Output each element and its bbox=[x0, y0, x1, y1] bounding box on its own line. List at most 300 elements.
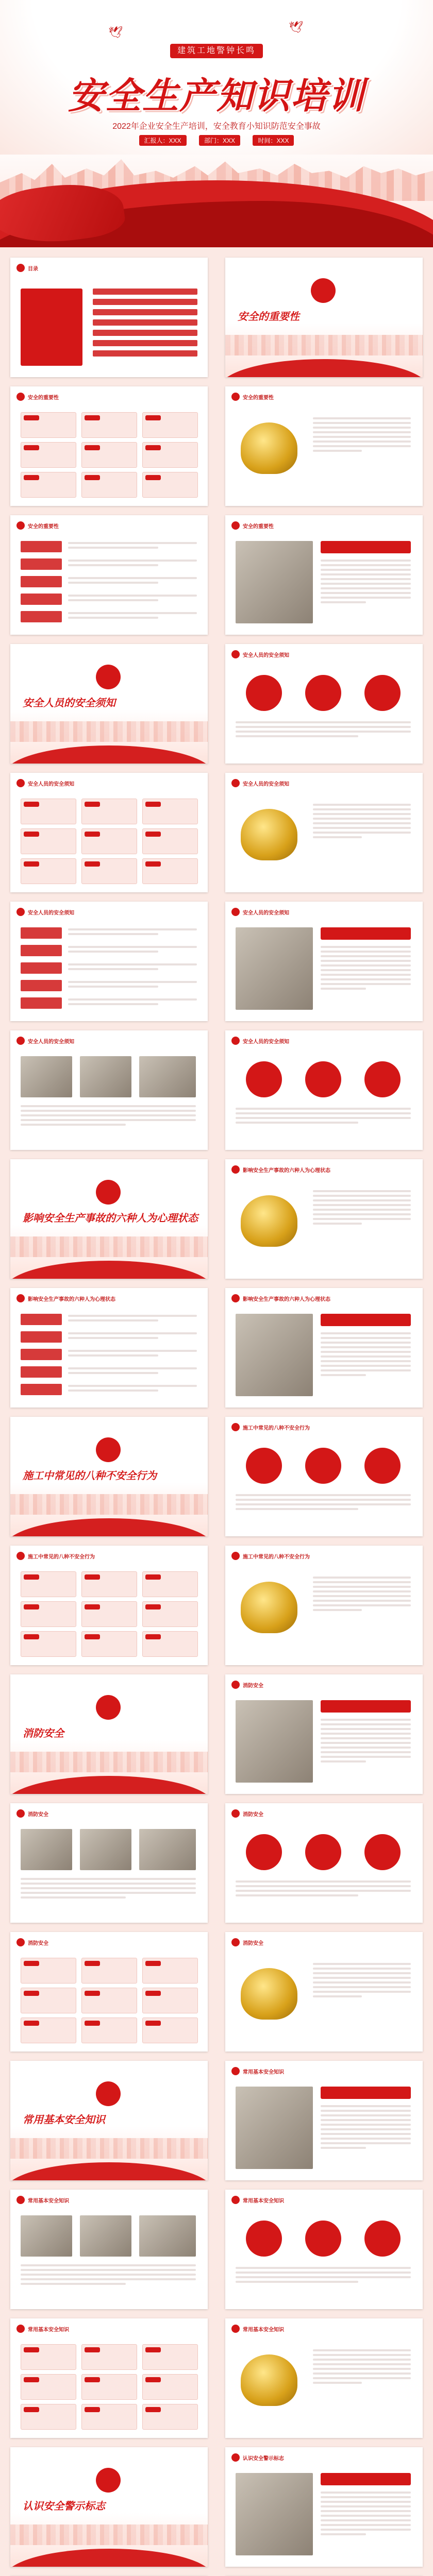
section-number-badge bbox=[96, 2468, 121, 2493]
slide-header bbox=[231, 908, 289, 916]
slide-header bbox=[231, 779, 289, 787]
card-tag bbox=[145, 2347, 161, 2352]
slide-number-badge bbox=[231, 1809, 240, 1818]
section-title: 影响安全生产事故的六种人为心理状态 bbox=[23, 1212, 198, 1224]
section-ribbon bbox=[10, 1518, 208, 1536]
card-tag bbox=[85, 415, 100, 420]
red-circle bbox=[246, 675, 282, 711]
slide-number-badge bbox=[16, 1552, 25, 1560]
slide-header bbox=[16, 1037, 74, 1045]
slide-number-badge bbox=[16, 1037, 25, 1045]
red-circle bbox=[305, 675, 341, 711]
slide-number-badge bbox=[231, 1681, 240, 1689]
slide-header bbox=[16, 2196, 69, 2204]
slide-header bbox=[231, 521, 274, 530]
slide-header bbox=[16, 908, 74, 916]
slide-s5 bbox=[10, 515, 208, 635]
slide-heading: 消防安全 bbox=[243, 1683, 263, 1689]
card-tag bbox=[85, 802, 100, 807]
dove-icon: 🕊 bbox=[108, 26, 123, 39]
slide-s22 bbox=[225, 1546, 423, 1665]
slide-number-badge bbox=[231, 1552, 240, 1560]
toc-item-bar bbox=[93, 350, 197, 357]
slide-s13 bbox=[10, 1030, 208, 1150]
slide-heading: 消防安全 bbox=[28, 1940, 48, 1946]
slide-heading: 常用基本安全知识 bbox=[28, 2327, 69, 2333]
slide-s35 bbox=[10, 2447, 208, 2567]
slide-heading: 安全的重要性 bbox=[28, 395, 59, 401]
label-bar bbox=[21, 611, 62, 622]
card-tag bbox=[85, 445, 100, 450]
slide-number-badge bbox=[231, 779, 240, 787]
card-tag bbox=[85, 1604, 100, 1609]
photo bbox=[139, 2215, 196, 2257]
label-bar bbox=[21, 558, 62, 570]
text-lines bbox=[321, 2492, 411, 2538]
section-number-badge bbox=[96, 1695, 121, 1720]
photo bbox=[236, 927, 313, 1010]
label-bar bbox=[21, 997, 62, 1009]
card-tag bbox=[145, 1991, 161, 1996]
slide-heading: 安全人员的安全须知 bbox=[28, 781, 74, 787]
label-bar bbox=[21, 1314, 62, 1325]
text-lines bbox=[313, 1577, 411, 1614]
cover-slide bbox=[0, 0, 433, 247]
card-tag bbox=[85, 2407, 100, 2412]
slide-header bbox=[231, 650, 289, 658]
card-tag bbox=[85, 1991, 100, 1996]
slide-header bbox=[231, 1294, 330, 1302]
text-lines bbox=[21, 1105, 196, 1128]
slide-number-badge bbox=[16, 264, 25, 272]
safety-helmet-icon bbox=[241, 1195, 297, 1247]
safety-helmet-icon bbox=[241, 2354, 297, 2406]
section-number-badge bbox=[96, 1437, 121, 1462]
section-ribbon bbox=[10, 1776, 208, 1794]
slide-heading: 施工中常见的八种不安全行为 bbox=[28, 1554, 95, 1560]
heading-bar bbox=[321, 541, 411, 553]
card-tag bbox=[24, 832, 39, 837]
toc-item-bar bbox=[93, 319, 197, 326]
safety-helmet-icon bbox=[241, 422, 297, 474]
photo bbox=[236, 1314, 313, 1396]
text-lines bbox=[68, 928, 197, 938]
slide-number-badge bbox=[231, 393, 240, 401]
slide-s24 bbox=[225, 1674, 423, 1794]
card-tag bbox=[85, 2347, 100, 2352]
slide-s25 bbox=[10, 1803, 208, 1923]
red-circle bbox=[305, 1448, 341, 1484]
slide-heading: 安全的重要性 bbox=[243, 395, 274, 401]
section-skyline bbox=[10, 2138, 208, 2159]
card-tag bbox=[24, 475, 39, 480]
text-lines bbox=[236, 1880, 411, 1899]
text-lines bbox=[321, 560, 411, 606]
label-bar bbox=[21, 1384, 62, 1395]
slide-header bbox=[231, 1938, 263, 1946]
slide-s32 bbox=[225, 2190, 423, 2309]
slide-heading: 影响安全生产事故的六种人为心理状态 bbox=[243, 1167, 330, 1174]
section-skyline bbox=[10, 2524, 208, 2545]
slide-number-badge bbox=[16, 2196, 25, 2204]
slide-heading: 消防安全 bbox=[243, 1940, 263, 1946]
section-ribbon bbox=[10, 2162, 208, 2180]
slide-heading: 消防安全 bbox=[28, 1811, 48, 1818]
text-lines bbox=[68, 542, 197, 551]
label-bar bbox=[21, 927, 62, 939]
text-lines bbox=[68, 560, 197, 569]
section-title: 安全的重要性 bbox=[238, 310, 299, 323]
slide-header bbox=[231, 2325, 284, 2333]
text-lines bbox=[68, 1350, 197, 1359]
card-tag bbox=[145, 1961, 161, 1966]
slide-number-badge bbox=[231, 1037, 240, 1045]
slide-heading: 施工中常见的八种不安全行为 bbox=[243, 1554, 310, 1560]
label-bar bbox=[21, 1366, 62, 1378]
card-tag bbox=[24, 2407, 39, 2412]
slide-header bbox=[16, 779, 74, 787]
text-lines bbox=[313, 2349, 411, 2386]
department-badge: 部门：XXX bbox=[199, 135, 240, 146]
slide-number-badge bbox=[16, 521, 25, 530]
cover-meta bbox=[0, 135, 433, 146]
slide-s16 bbox=[225, 1159, 423, 1279]
date-badge: 时间：XXX bbox=[253, 135, 294, 146]
slide-s17 bbox=[10, 1288, 208, 1408]
card-tag bbox=[145, 832, 161, 837]
label-bar bbox=[21, 945, 62, 956]
slide-header bbox=[231, 1423, 310, 1431]
text-lines bbox=[313, 1963, 411, 2000]
red-circle bbox=[305, 1061, 341, 1097]
label-bar bbox=[21, 594, 62, 605]
slide-header bbox=[231, 1552, 310, 1560]
slide-header bbox=[16, 1938, 48, 1946]
photo bbox=[236, 2473, 313, 2555]
presenter-badge: 汇报人：XXX bbox=[139, 135, 187, 146]
text-lines bbox=[68, 1385, 197, 1394]
card-tag bbox=[85, 2377, 100, 2382]
text-lines bbox=[321, 2105, 411, 2151]
card-tag bbox=[85, 861, 100, 867]
cover-title: 安全生产知识培训 bbox=[68, 74, 365, 117]
text-lines bbox=[21, 1878, 196, 1901]
card-tag bbox=[145, 861, 161, 867]
slide-number-badge bbox=[16, 779, 25, 787]
heading-bar bbox=[321, 2087, 411, 2099]
label-bar bbox=[21, 1349, 62, 1360]
toc-item-bar bbox=[93, 289, 197, 295]
card-tag bbox=[145, 2021, 161, 2026]
slide-header bbox=[16, 264, 38, 272]
slide-s12 bbox=[225, 902, 423, 1021]
photo bbox=[80, 1056, 131, 1097]
cover-subtitle: 2022年企业安全生产培训，安全教育小知识防范安全事故 bbox=[112, 122, 321, 131]
slide-s18 bbox=[225, 1288, 423, 1408]
text-lines bbox=[68, 612, 197, 621]
slide-s21 bbox=[10, 1546, 208, 1665]
slide-s7 bbox=[10, 644, 208, 764]
slide-s8 bbox=[225, 644, 423, 764]
text-lines bbox=[313, 417, 411, 454]
slide-number-badge bbox=[16, 1809, 25, 1818]
red-circle bbox=[305, 1834, 341, 1870]
slide-number-badge bbox=[231, 2067, 240, 2075]
slide-s27 bbox=[10, 1932, 208, 2052]
card-tag bbox=[85, 475, 100, 480]
slide-heading: 常用基本安全知识 bbox=[243, 2327, 284, 2333]
slide-heading: 安全的重要性 bbox=[243, 523, 274, 530]
label-bar bbox=[21, 576, 62, 587]
text-lines bbox=[313, 1190, 411, 1227]
card-tag bbox=[24, 861, 39, 867]
card-tag bbox=[24, 415, 39, 420]
heading-bar bbox=[321, 2473, 411, 2485]
heading-bar bbox=[321, 927, 411, 940]
section-title: 消防安全 bbox=[23, 1727, 64, 1739]
card-tag bbox=[145, 1604, 161, 1609]
slide-header bbox=[16, 521, 59, 530]
slide-s15 bbox=[10, 1159, 208, 1279]
toc-item-bar bbox=[93, 309, 197, 315]
red-circle bbox=[364, 675, 401, 711]
slide-header bbox=[16, 1294, 115, 1302]
slide-header bbox=[231, 1681, 263, 1689]
slide-s9 bbox=[10, 773, 208, 892]
card-tag bbox=[145, 1574, 161, 1580]
slide-header bbox=[231, 1037, 289, 1045]
text-lines bbox=[68, 1315, 197, 1324]
slide-s4 bbox=[225, 386, 423, 506]
slide-heading: 安全人员的安全须知 bbox=[243, 1039, 289, 1045]
card-tag bbox=[24, 1991, 39, 1996]
slide-heading: 安全人员的安全须知 bbox=[243, 781, 289, 787]
text-lines bbox=[68, 946, 197, 955]
text-lines bbox=[68, 963, 197, 973]
text-lines bbox=[321, 1332, 411, 1379]
card-tag bbox=[24, 2377, 39, 2382]
text-lines bbox=[321, 946, 411, 992]
slide-s28 bbox=[225, 1932, 423, 2052]
slide-heading: 影响安全生产事故的六种人为心理状态 bbox=[243, 1296, 330, 1302]
slide-number-badge bbox=[231, 2453, 240, 2462]
slide-number-badge bbox=[16, 393, 25, 401]
slide-heading: 常用基本安全知识 bbox=[28, 2198, 69, 2204]
slide-header bbox=[231, 2453, 284, 2462]
section-title: 认识安全警示标志 bbox=[23, 2500, 105, 2512]
slide-s1 bbox=[10, 258, 208, 377]
photo bbox=[236, 541, 313, 623]
slide-s33 bbox=[10, 2318, 208, 2438]
section-number-badge bbox=[96, 2081, 121, 2106]
card-tag bbox=[145, 2377, 161, 2382]
slide-s29 bbox=[10, 2061, 208, 2180]
photo bbox=[21, 1829, 72, 1870]
slide-heading: 安全人员的安全须知 bbox=[243, 910, 289, 916]
safety-helmet-icon bbox=[241, 809, 297, 860]
slide-heading: 目录 bbox=[28, 266, 38, 272]
slide-number-badge bbox=[231, 2196, 240, 2204]
dove-icon: 🕊 bbox=[289, 21, 303, 33]
card-tag bbox=[145, 475, 161, 480]
slide-number-badge bbox=[231, 1423, 240, 1431]
red-circle bbox=[246, 1061, 282, 1097]
card-tag bbox=[85, 1961, 100, 1966]
red-circle bbox=[305, 2221, 341, 2257]
photo bbox=[80, 2215, 131, 2257]
text-lines bbox=[68, 1367, 197, 1377]
text-lines bbox=[313, 804, 411, 841]
card-tag bbox=[145, 2407, 161, 2412]
label-bar bbox=[21, 980, 62, 991]
slide-s30 bbox=[225, 2061, 423, 2180]
card-tag bbox=[85, 1634, 100, 1639]
card-tag bbox=[145, 445, 161, 450]
slide-heading: 安全的重要性 bbox=[28, 523, 59, 530]
card-tag bbox=[24, 802, 39, 807]
card-tag bbox=[145, 802, 161, 807]
photo bbox=[21, 2215, 72, 2257]
text-lines bbox=[68, 981, 197, 990]
red-circle bbox=[246, 2221, 282, 2257]
section-skyline bbox=[10, 1236, 208, 1257]
text-lines bbox=[236, 2267, 411, 2285]
slide-header bbox=[231, 2067, 284, 2075]
slide-header bbox=[231, 1809, 263, 1818]
card-tag bbox=[24, 1961, 39, 1966]
label-bar bbox=[21, 962, 62, 974]
section-number-badge bbox=[96, 665, 121, 689]
section-skyline bbox=[10, 1752, 208, 1772]
card-tag bbox=[145, 1634, 161, 1639]
safety-helmet-icon bbox=[241, 1968, 297, 2020]
red-circle bbox=[246, 1834, 282, 1870]
slide-heading: 安全人员的安全须知 bbox=[28, 1039, 74, 1045]
slide-number-badge bbox=[16, 1294, 25, 1302]
text-lines bbox=[68, 595, 197, 604]
section-title: 施工中常见的八种不安全行为 bbox=[23, 1469, 157, 1482]
toc-panel bbox=[21, 289, 82, 366]
slide-number-badge bbox=[231, 1938, 240, 1946]
slide-header bbox=[231, 393, 274, 401]
text-lines bbox=[68, 577, 197, 586]
section-ribbon bbox=[10, 745, 208, 764]
text-lines bbox=[68, 1332, 197, 1342]
red-circle bbox=[364, 1834, 401, 1870]
slide-header bbox=[16, 2325, 69, 2333]
slide-number-badge bbox=[231, 1165, 240, 1174]
card-tag bbox=[24, 1634, 39, 1639]
section-skyline bbox=[10, 1494, 208, 1515]
section-skyline bbox=[225, 335, 423, 355]
slide-number-badge bbox=[16, 908, 25, 916]
red-circle bbox=[364, 2221, 401, 2257]
text-lines bbox=[321, 1719, 411, 1765]
slide-number-badge bbox=[231, 2325, 240, 2333]
slide-number-badge bbox=[16, 2325, 25, 2333]
slide-heading: 安全人员的安全须知 bbox=[243, 652, 289, 658]
text-lines bbox=[21, 2264, 196, 2287]
card-tag bbox=[24, 2021, 39, 2026]
card-tag bbox=[85, 1574, 100, 1580]
slide-header bbox=[16, 393, 59, 401]
photo bbox=[236, 2087, 313, 2169]
text-lines bbox=[236, 1494, 411, 1513]
cover-caption-text: 建筑工地警钟长鸣 bbox=[170, 44, 263, 58]
label-bar bbox=[21, 1331, 62, 1343]
slide-heading: 施工中常见的八种不安全行为 bbox=[243, 1425, 310, 1431]
slide-s23 bbox=[10, 1674, 208, 1794]
slide-s19 bbox=[10, 1417, 208, 1536]
card-tag bbox=[24, 2347, 39, 2352]
slide-number-badge bbox=[231, 1294, 240, 1302]
cover-caption bbox=[149, 44, 284, 60]
label-bar bbox=[21, 541, 62, 552]
slide-heading: 影响安全生产事故的六种人为心理状态 bbox=[28, 1296, 115, 1302]
section-number-badge bbox=[96, 1180, 121, 1205]
slide-s26 bbox=[225, 1803, 423, 1923]
text-lines bbox=[236, 1108, 411, 1126]
slide-s20 bbox=[225, 1417, 423, 1536]
slide-heading: 消防安全 bbox=[243, 1811, 263, 1818]
red-circle bbox=[246, 1448, 282, 1484]
section-skyline bbox=[10, 721, 208, 742]
safety-helmet-icon bbox=[241, 1582, 297, 1633]
section-number-badge bbox=[311, 278, 336, 303]
slide-heading: 认识安全警示标志 bbox=[243, 2455, 284, 2462]
red-circle bbox=[364, 1448, 401, 1484]
photo bbox=[21, 1056, 72, 1097]
heading-bar bbox=[321, 1700, 411, 1713]
card-tag bbox=[24, 1574, 39, 1580]
slide-heading: 常用基本安全知识 bbox=[243, 2198, 284, 2204]
slide-s14 bbox=[225, 1030, 423, 1150]
slide-s11 bbox=[10, 902, 208, 1021]
slide-header bbox=[231, 1165, 330, 1174]
slide-number-badge bbox=[231, 521, 240, 530]
slide-s10 bbox=[225, 773, 423, 892]
text-lines bbox=[236, 721, 411, 740]
slide-s3 bbox=[10, 386, 208, 506]
card-tag bbox=[85, 832, 100, 837]
toc-item-bar bbox=[93, 330, 197, 336]
card-tag bbox=[24, 1604, 39, 1609]
photo bbox=[139, 1056, 196, 1097]
section-title: 常用基本安全知识 bbox=[23, 2113, 105, 2126]
slide-s34 bbox=[225, 2318, 423, 2438]
toc-item-bar bbox=[93, 299, 197, 305]
slide-header bbox=[16, 1809, 48, 1818]
card-tag bbox=[85, 2021, 100, 2026]
slide-header bbox=[16, 1552, 95, 1560]
slide-s31 bbox=[10, 2190, 208, 2309]
text-lines bbox=[68, 998, 197, 1008]
slide-s6 bbox=[225, 515, 423, 635]
red-circle bbox=[364, 1061, 401, 1097]
slide-header bbox=[231, 2196, 284, 2204]
slide-number-badge bbox=[231, 908, 240, 916]
slide-s2 bbox=[225, 258, 423, 377]
photo bbox=[80, 1829, 131, 1870]
heading-bar bbox=[321, 1314, 411, 1326]
slide-heading: 常用基本安全知识 bbox=[243, 2069, 284, 2075]
toc-item-bar bbox=[93, 340, 197, 346]
section-ribbon bbox=[225, 359, 423, 377]
section-ribbon bbox=[10, 2549, 208, 2567]
photo bbox=[236, 1700, 313, 1783]
card-tag bbox=[24, 445, 39, 450]
slide-number-badge bbox=[16, 1938, 25, 1946]
